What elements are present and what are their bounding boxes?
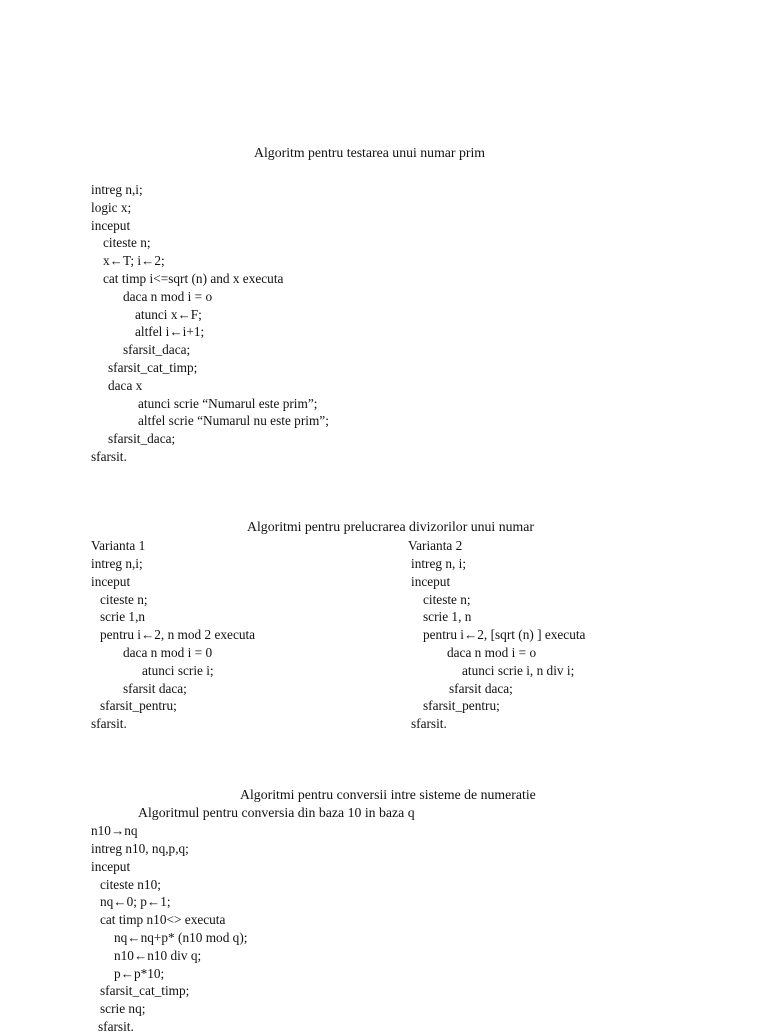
code-line: n10←n10 div q; bbox=[114, 948, 202, 963]
code-line: sfarsit. bbox=[91, 449, 127, 464]
code-line: daca n mod i = o bbox=[123, 289, 213, 304]
code-line: daca n mod i = 0 bbox=[123, 645, 213, 660]
code-line: sfarsit_daca; bbox=[108, 431, 176, 446]
code-line: intreg n10, nq,p,q; bbox=[91, 841, 189, 856]
code-line: cat timp i<=sqrt (n) and x executa bbox=[103, 271, 284, 286]
section3-title: Algoritmi pentru conversii intre sisteme de numeratie bbox=[240, 787, 536, 802]
code-line: citeste n; bbox=[423, 592, 471, 607]
code-line: citeste n; bbox=[103, 235, 151, 250]
code-line: sfarsit. bbox=[91, 716, 127, 731]
code-line: nq←0; p←1; bbox=[100, 894, 171, 909]
code-line: citeste n10; bbox=[100, 877, 161, 892]
code-line: intreg n, i; bbox=[411, 556, 467, 571]
code-line: sfarsit. bbox=[98, 1019, 134, 1034]
code-line: sfarsit_cat_timp; bbox=[100, 983, 190, 998]
code-line: scrie 1, n bbox=[423, 609, 472, 624]
code-line: nq←nq+p* (n10 mod q); bbox=[114, 930, 248, 945]
code-line: scrie 1,n bbox=[100, 609, 146, 624]
code-line: sfarsit_cat_timp; bbox=[108, 360, 198, 375]
code-line: pentru i←2, n mod 2 executa bbox=[100, 627, 256, 642]
section1-title: Algoritm pentru testarea unui numar prim bbox=[254, 145, 486, 160]
code-line: altfel scrie “Numarul nu este prim”; bbox=[138, 413, 329, 428]
code-line: sfarsit daca; bbox=[123, 681, 187, 696]
code-line: atunci scrie i, n div i; bbox=[462, 663, 575, 678]
code-line: Varianta 1 bbox=[91, 538, 146, 553]
code-line: citeste n; bbox=[100, 592, 148, 607]
code-line: p←p*10; bbox=[114, 966, 165, 981]
code-line: inceput bbox=[91, 218, 131, 233]
code-line: x←T; i←2; bbox=[103, 253, 165, 268]
code-line: scrie nq; bbox=[100, 1001, 146, 1016]
code-line: sfarsit_daca; bbox=[123, 342, 191, 357]
section3-subtitle: Algoritmul pentru conversia din baza 10 in baza q bbox=[138, 805, 415, 820]
code-line: daca x bbox=[108, 378, 143, 393]
code-line: n10→nq bbox=[91, 823, 138, 838]
code-line: inceput bbox=[91, 859, 131, 874]
code-line: altfel i←i+1; bbox=[135, 324, 205, 339]
code-line: pentru i←2, [sqrt (n) ] executa bbox=[423, 627, 586, 642]
code-line: logic x; bbox=[91, 200, 132, 215]
code-line: atunci x←F; bbox=[135, 307, 202, 322]
code-line: atunci scrie i; bbox=[142, 663, 214, 678]
code-line: daca n mod i = o bbox=[447, 645, 537, 660]
code-line: Varianta 2 bbox=[408, 538, 463, 553]
code-line: cat timp n10<> executa bbox=[100, 912, 226, 927]
code-line: intreg n,i; bbox=[91, 556, 143, 571]
code-line: inceput bbox=[411, 574, 451, 589]
code-line: sfarsit_pentru; bbox=[100, 698, 177, 713]
code-line: inceput bbox=[91, 574, 131, 589]
code-line: sfarsit_pentru; bbox=[423, 698, 500, 713]
section2-title: Algoritmi pentru prelucrarea divizorilor unui numar bbox=[247, 519, 534, 534]
code-line: sfarsit. bbox=[411, 716, 447, 731]
code-line: sfarsit daca; bbox=[449, 681, 513, 696]
code-line: atunci scrie “Numarul este prim”; bbox=[138, 396, 318, 411]
code-line: intreg n,i; bbox=[91, 182, 143, 197]
